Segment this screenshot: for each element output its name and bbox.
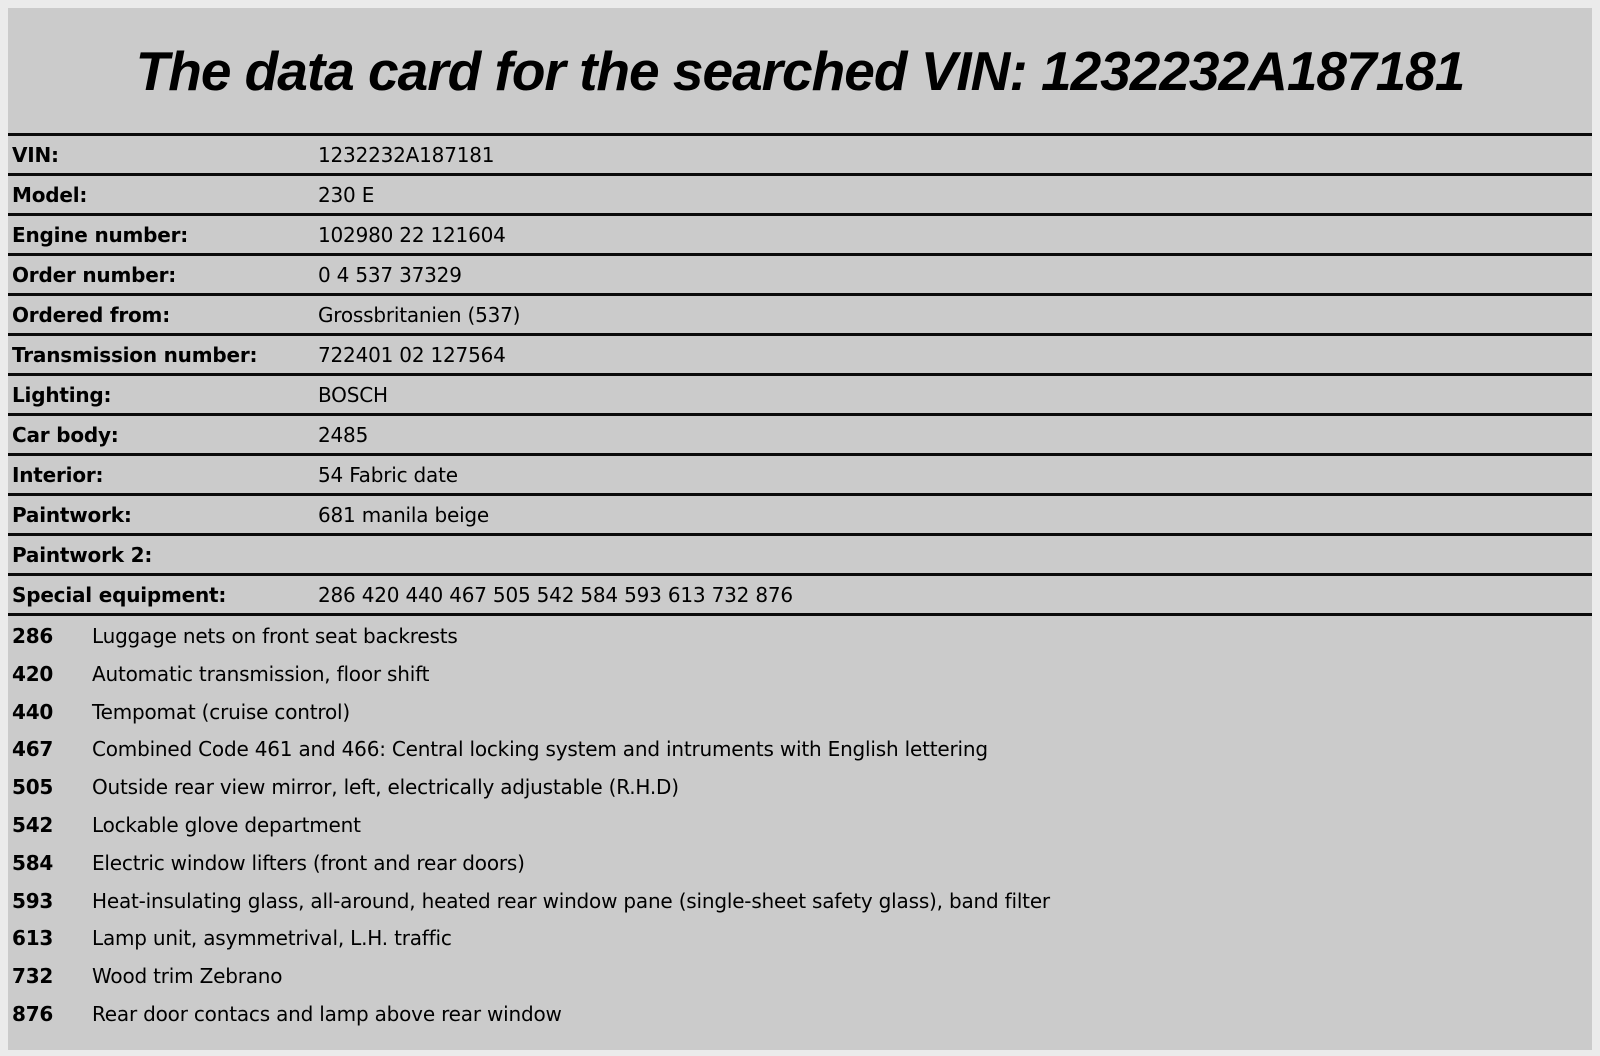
code-description: Automatic transmission, floor shift — [92, 661, 430, 686]
field-value: 2485 — [318, 422, 369, 447]
field-row — [8, 336, 1592, 376]
code-description: Tempomat (cruise control) — [92, 699, 350, 724]
code-number: 505 — [12, 775, 54, 800]
code-row — [12, 996, 1592, 1034]
field-label: Special equipment: — [12, 582, 227, 607]
code-row — [12, 845, 1592, 883]
code-number: 542 — [12, 812, 54, 837]
code-number: 420 — [12, 661, 54, 686]
code-row — [12, 883, 1592, 921]
code-description: Heat-insulating glass, all-around, heated rear window pane (single-sheet safety glass), band filter — [92, 888, 1050, 913]
field-value: 54 Fabric date — [318, 462, 458, 487]
field-row — [8, 216, 1592, 256]
spec-table — [8, 133, 1592, 616]
field-label: Paintwork 2: — [12, 542, 153, 567]
field-value: BOSCH — [318, 382, 388, 407]
field-label: Model: — [12, 182, 88, 207]
code-number: 286 — [12, 624, 54, 648]
field-label: Paintwork: — [12, 502, 132, 527]
field-row — [8, 496, 1592, 536]
field-label: Order number: — [12, 262, 177, 287]
field-label: Interior: — [12, 462, 104, 487]
code-description: Combined Code 461 and 466: Central locking system and intruments with English lettering — [92, 737, 988, 762]
field-row — [8, 256, 1592, 296]
code-description: Wood trim Zebrano — [92, 964, 283, 989]
code-row — [12, 694, 1592, 732]
code-number: 613 — [12, 926, 54, 951]
code-row — [12, 920, 1592, 958]
field-row — [8, 376, 1592, 416]
code-row — [12, 958, 1592, 996]
field-value: 102980 22 121604 — [318, 222, 506, 247]
code-row — [12, 618, 1592, 656]
field-row — [8, 456, 1592, 496]
title-block — [8, 8, 1592, 133]
field-label: VIN: — [12, 142, 59, 167]
code-description: Luggage nets on front seat backrests — [92, 624, 458, 648]
code-number: 467 — [12, 737, 54, 762]
code-description: Electric window lifters (front and rear doors) — [92, 850, 525, 875]
code-description: Outside rear view mirror, left, electrically adjustable (R.H.D) — [92, 775, 679, 800]
code-description: Rear door contacs and lamp above rear window — [92, 1001, 562, 1026]
field-label: Lighting: — [12, 382, 112, 407]
field-label: Engine number: — [12, 222, 189, 247]
field-row — [8, 536, 1592, 576]
field-row — [8, 176, 1592, 216]
field-value: 1232232A187181 — [318, 142, 495, 167]
field-row — [8, 296, 1592, 336]
field-value: 0 4 537 37329 — [318, 262, 462, 287]
code-row — [12, 769, 1592, 807]
field-row — [8, 576, 1592, 616]
special-equipment-list — [8, 616, 1592, 1034]
code-number: 732 — [12, 964, 54, 989]
field-label: Transmission number: — [12, 342, 258, 367]
code-description: Lamp unit, asymmetrival, L.H. traffic — [92, 926, 452, 951]
field-value: Grossbritanien (537) — [318, 302, 521, 327]
field-label: Car body: — [12, 422, 119, 447]
field-value: 286 420 440 467 505 542 584 593 613 732 876 — [318, 582, 793, 607]
code-row — [12, 656, 1592, 694]
field-row — [8, 416, 1592, 456]
code-number: 876 — [12, 1001, 54, 1026]
field-value: 722401 02 127564 — [318, 342, 506, 367]
page-title: The data card for the searched VIN: 1232232A187181 — [135, 39, 1465, 102]
code-row — [12, 807, 1592, 845]
field-value: 230 E — [318, 182, 375, 207]
code-number: 584 — [12, 850, 54, 875]
field-label: Ordered from: — [12, 302, 170, 327]
code-description: Lockable glove department — [92, 812, 361, 837]
field-row — [8, 136, 1592, 176]
code-number: 593 — [12, 888, 54, 913]
code-row — [12, 731, 1592, 769]
field-value: 681 manila beige — [318, 502, 490, 527]
code-number: 440 — [12, 699, 54, 724]
data-card — [8, 8, 1592, 1050]
